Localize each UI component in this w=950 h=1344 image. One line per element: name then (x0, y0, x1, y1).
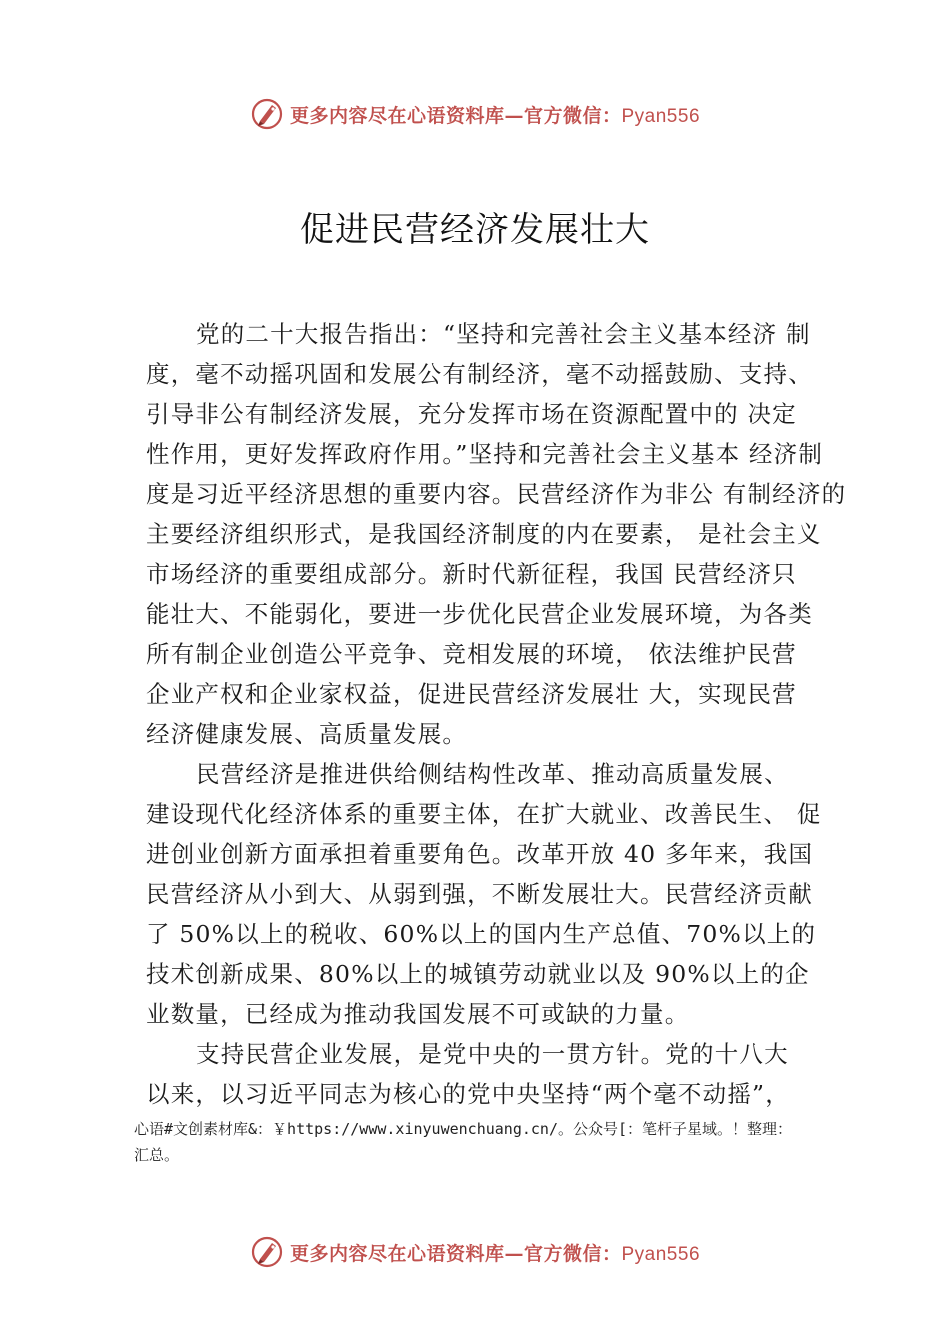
source-note-line: 汇总。 (134, 1146, 180, 1164)
body-line: 度是习近平经济思想的重要内容。民营经济作为非公 有制经济的 (146, 480, 847, 508)
article-body (146, 314, 846, 1114)
source-note-line: 心语#文创素材库&：￥https://www.xinyuwenchuang.cn/。公众号[：笔杆子星域。！整理： (134, 1120, 793, 1138)
body-line: 支持民营企业发展，是党中央的一贯方针。党的十八大 (196, 1040, 789, 1068)
pen-logo-icon (250, 1235, 284, 1269)
body-line: 民营经济是推进供给侧结构性改革、推动高质量发展、 (196, 760, 789, 788)
body-line: 经济健康发展、高质量发展。 (146, 720, 468, 748)
body-line: 了 50%以上的税收、60%以上的国内生产总值、70%以上的 (146, 920, 817, 948)
body-line: 市场经济的重要组成部分。新时代新征程，我国 民营经济只 (146, 560, 797, 588)
pen-logo-icon (250, 97, 284, 131)
header-banner-text (290, 101, 700, 128)
body-line: 进创业创新方面承担着重要角色。改革开放 40 多年来，我国 (146, 840, 814, 868)
source-note (134, 1116, 854, 1168)
body-line: 能壮大、不能弱化，要进一步优化民营企业发展环境，为各类 (146, 600, 813, 628)
footer-banner (0, 1232, 950, 1272)
body-line: 民营经济从小到大、从弱到强，不断发展壮大。民营经济贡献 (146, 880, 813, 908)
page-title: 促进民营经济发展壮大 (300, 210, 650, 250)
header-wechat-id: Pyan556 (621, 105, 701, 127)
body-line: 引导非公有制经济发展，充分发挥市场在资源配置中的 决定 (146, 400, 797, 428)
header-banner (0, 94, 950, 134)
body-line: 性作用，更好发挥政府作用。”坚持和完善社会主义基本 经济制 (146, 440, 824, 468)
body-line: 所有制企业创造公平竞争、竞相发展的环境， 依法维护民营 (146, 640, 797, 668)
body-line: 企业产权和企业家权益，促进民营经济发展壮 大，实现民营 (146, 680, 797, 708)
body-line: 技术创新成果、80%以上的城镇劳动就业以及 90%以上的企 (146, 960, 810, 988)
body-line: 以来，以习近平同志为核心的党中央坚持“两个毫不动摇”， (146, 1080, 790, 1108)
body-line: 建设现代化经济体系的重要主体，在扩大就业、改善民生、 促 (146, 800, 822, 828)
header-banner-label: 更多内容尽在心语资料库—官方微信： (289, 104, 622, 127)
footer-banner-label: 更多内容尽在心语资料库—官方微信： (289, 1242, 622, 1265)
body-line: 主要经济组织形式，是我国经济制度的内在要素， 是社会主义 (146, 520, 822, 548)
body-line: 度，毫不动摇巩固和发展公有制经济，毫不动摇鼓励、支持、 (146, 360, 813, 388)
body-line: 业数量，已经成为推动我国发展不可或缺的力量。 (146, 1000, 690, 1028)
footer-wechat-id: Pyan556 (621, 1243, 701, 1265)
body-line: 党的二十大报告指出：“坚持和完善社会主义基本经济 制 (196, 320, 811, 348)
footer-banner-text (290, 1239, 700, 1266)
